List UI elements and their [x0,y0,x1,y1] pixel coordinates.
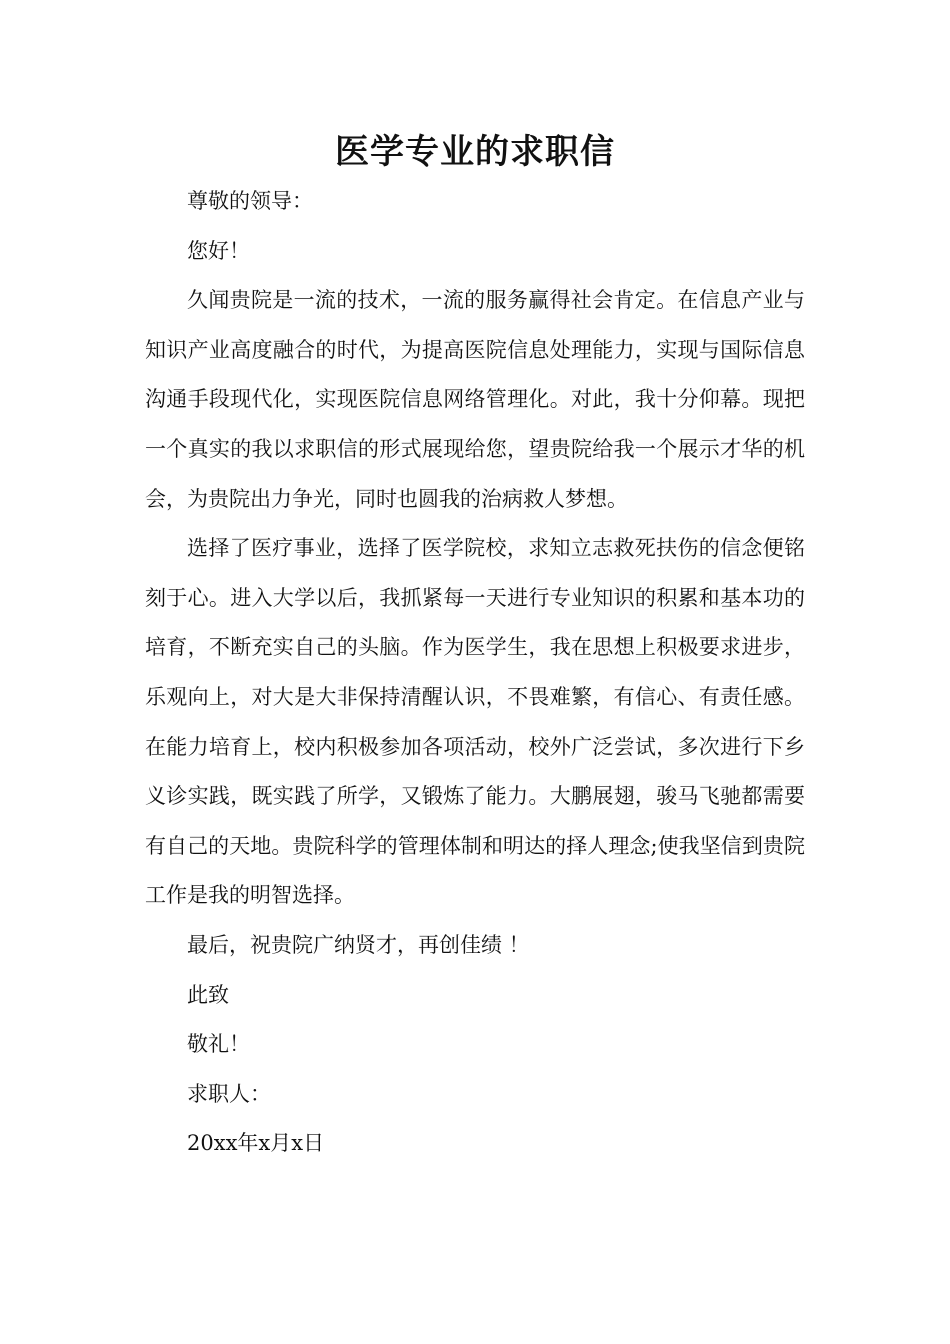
closing-line-1: 此致 [187,982,229,1007]
document-title: 医学专业的求职信 [335,132,615,172]
applicant-label: 求职人： [187,1081,271,1106]
letter-date: 20xx年x月x日 [187,1131,325,1156]
letter-body [145,177,805,1169]
closing-wish: 最后，祝贵院广纳贤才，再创佳绩 ！ [187,932,530,957]
greeting: 您好！ [187,238,250,263]
closing-line-2: 敬礼！ [187,1032,250,1057]
salutation: 尊敬的领导： [187,189,313,213]
paragraph-experience: 选择了医疗事业，选择了医学院校，求知立志救死扶伤的信念便铭刻于心。进入大学以后，我抓紧每一天进行专业知识的积累和基本功的培育，不断充实自己的头脑。作为医学生，我在思想上积极要求进步，乐观向上，对大是大非保持清醒认识，不畏难繁，有信心、有责任感。在能力培育上，校内积极参加各项活动，校外广泛尝试，多次进行下乡义诊实践，既实践了所学，又锻炼了能力。大鹏展翅，骏马飞驰都需要有自己的天地。贵院科学的管理体制和明达的择人理念;使我坚信到贵院工作是我的明智选择。 [145,536,805,908]
paragraph-intro: 久闻贵院是一流的技术，一流的服务赢得社会肯定。在信息产业与知识产业高度融合的时代，为提高医院信息处理能力，实现与国际信息沟通手段现代化，实现医院信息网络管理化。对此，我十分仰幕。现把一个真实的我以求职信的形式展现给您，望贵院给我一个展示才华的机会，为贵院出力争光，同时也圆我的治病救人梦想。 [145,288,805,511]
